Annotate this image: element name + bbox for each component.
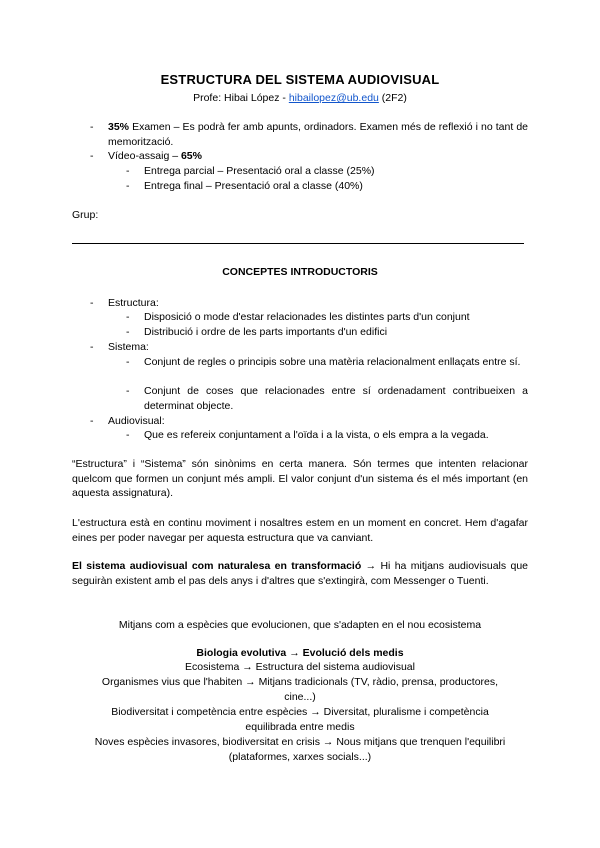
paragraph: Mitjans com a espècies que evolucionen, que s'adapten en el nou ecosistema <box>118 619 482 631</box>
list-dash: - <box>90 121 94 133</box>
list-item: Conjunt de regles o principis sobre una matèria relacionalment enllaçats entre sí. <box>144 356 521 368</box>
list-item: Entrega parcial – Presentació oral a classe (25%) <box>144 165 375 177</box>
list-item: Distribució i ordre de les parts importants d'un edifici <box>144 326 388 338</box>
concept-label: Sistema: <box>108 341 149 353</box>
exam-item <box>108 120 528 149</box>
list-item: Conjunt de coses que relacionades entre sí ordenadament contribueixen a determinat objecte. <box>144 385 528 412</box>
list-dash: - <box>90 150 94 162</box>
section-title: CONCEPTES INTRODUCTORIS <box>222 266 378 278</box>
list-item: Entrega final – Presentació oral a classe (40%) <box>144 180 363 192</box>
list-dash: - <box>126 165 130 177</box>
analogy-line: Noves espècies invasores, biodiversitat en crisis → Nous mitjans que trenquen l'equilibri <box>94 736 506 748</box>
concept-label: Estructura: <box>108 297 159 309</box>
analogy-line: equilibrada entre medis <box>245 721 355 733</box>
list-dash: - <box>126 356 130 368</box>
exam-text: Examen – Es podrà fer amb apunts, ordinadors. Examen més de reflexió i no tant de memorització. <box>108 121 528 148</box>
video-percent: 65% <box>180 150 202 162</box>
list-dash: - <box>126 429 130 441</box>
list-item: Que es refereix conjuntament a l'oïda i a la vista, o els empra a la vegada. <box>144 429 489 441</box>
paragraph-bold: El sistema audiovisual com naturalesa en transformació <box>72 560 362 572</box>
paragraph-text: → Hi ha mitjans audiovisuals que seguiràn existent amb el pas dels anys i d'altres que s'extingirà, com Messenger o Tuenti. <box>72 560 528 587</box>
analogy-line: cine...) <box>284 691 316 703</box>
list-dash: - <box>126 385 130 397</box>
paragraph <box>72 559 528 588</box>
analogy-line: Organismes vius que l'habiten → Mitjans tradicionals (TV, ràdio, prensa, productores, <box>101 676 499 688</box>
author-line <box>0 92 600 104</box>
list-dash: - <box>126 311 130 323</box>
paragraph: “Estructura” i “Sistema” són sinònims en certa manera. Són termes que intenten relacionar quelcom que formen un conjunt més ampli. El valor conjunt d'un sistema és el més important (en aquesta assignatura). <box>72 458 528 499</box>
divider-line <box>72 243 524 244</box>
exam-percent: 35% <box>108 121 130 133</box>
paragraph: L'estructura està en continu moviment i nosaltres estem en un moment en concret. Hem d'agafar eines per poder navegar per aquesta estructura que va canviant. <box>72 517 528 544</box>
analogy-line: Ecosistema → Estructura del sistema audiovisual <box>185 661 415 673</box>
group-label: Grup: <box>72 209 99 221</box>
list-dash: - <box>126 326 130 338</box>
analogy-heading: Biologia evolutiva → Evolució dels medis <box>196 647 404 659</box>
analogy-line: Biodiversitat i competència entre espècies → Diversitat, pluralisme i competència <box>111 706 489 718</box>
video-text: Vídeo-assaig – <box>108 150 181 162</box>
list-dash: - <box>90 341 94 353</box>
group-code: (2F2) <box>378 92 407 104</box>
list-dash: - <box>90 415 94 427</box>
list-dash: - <box>90 297 94 309</box>
video-item <box>108 149 528 164</box>
page-title: ESTRUCTURA DEL SISTEMA AUDIOVISUAL <box>160 72 440 87</box>
list-dash: - <box>126 180 130 192</box>
list-item: Disposició o mode d'estar relacionades les distintes parts d'un conjunt <box>144 311 470 323</box>
concept-label: Audiovisual: <box>108 415 165 427</box>
analogy-line: (plataformes, xarxes socials...) <box>228 751 372 763</box>
email-link[interactable]: hibailopez@ub.edu <box>288 92 379 104</box>
profe-label: Profe: Hibai López - <box>193 92 289 104</box>
